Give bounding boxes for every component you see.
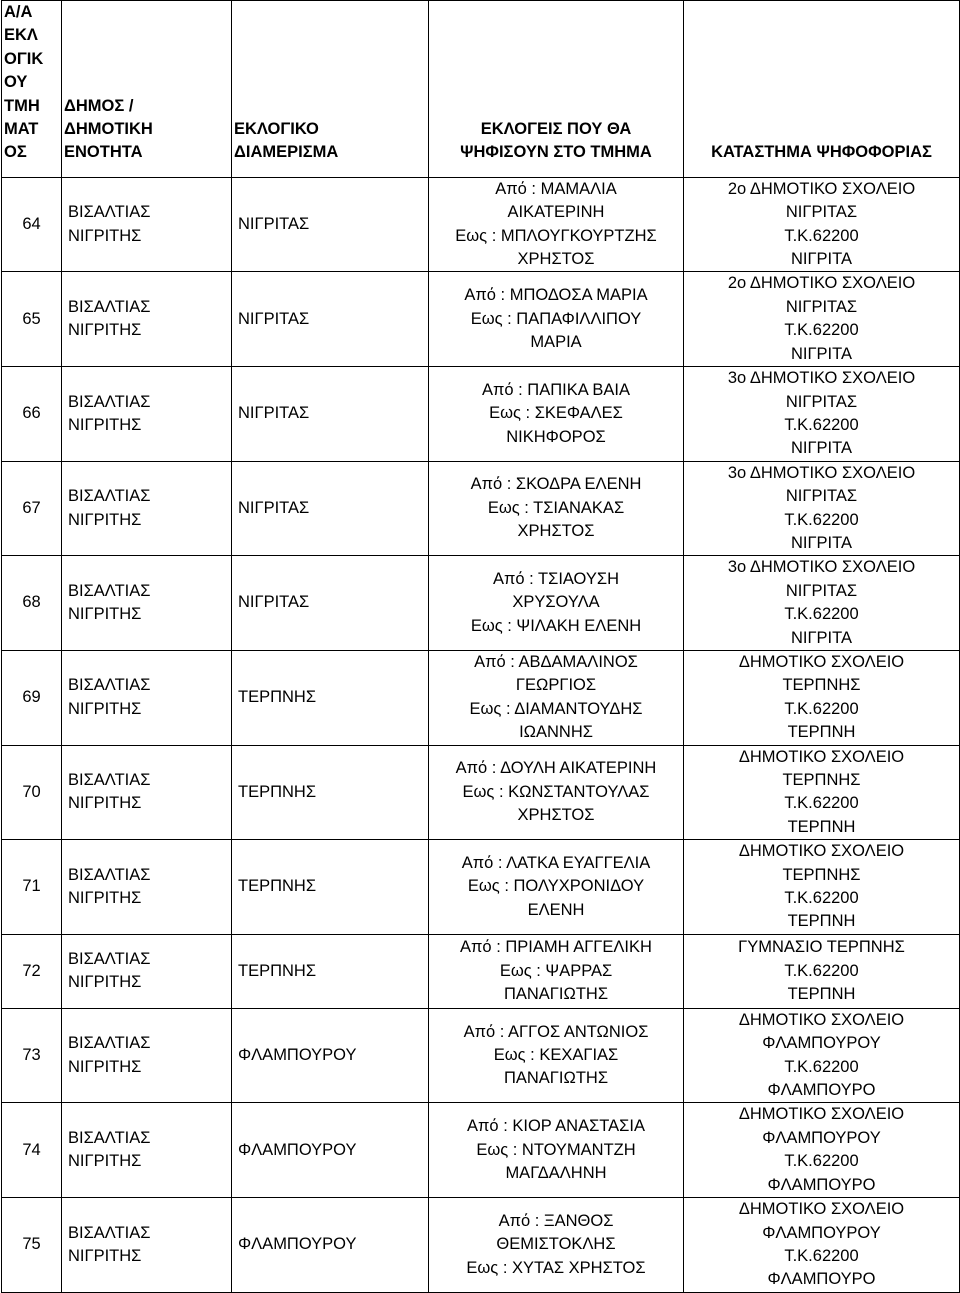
section-number-cell: 64 [2, 177, 62, 272]
section-number-cell: 73 [2, 1008, 62, 1103]
section-number-cell: 75 [2, 1198, 62, 1293]
electoral-department-cell: ΦΛΑΜΠΟΥΡΟΥ [232, 1198, 429, 1293]
voter-range-cell: Από : ΤΣΙΑΟΥΣΗ ΧΡΥΣΟΥΛΑ Εως : ΨΙΛΑΚΗ ΕΛΕΝΗ [429, 556, 684, 651]
polling-station-cell: ΔΗΜΟΤΙΚΟ ΣΧΟΛΕΙΟ ΤΕΡΠΝΗΣ Τ.Κ.62200 ΤΕΡΠΝΗ [684, 745, 960, 840]
electoral-department-cell: ΤΕΡΠΝΗΣ [232, 745, 429, 840]
section-number-cell: 67 [2, 461, 62, 556]
section-number-cell: 72 [2, 934, 62, 1008]
electoral-department-cell: ΤΕΡΠΝΗΣ [232, 934, 429, 1008]
header-electoral-department: ΕΚΛΟΓΙΚΟ ΔΙΑΜΕΡΙΣΜΑ [232, 1, 429, 178]
municipality-cell: ΒΙΣΑΛΤΙΑΣ ΝΙΓΡΙΤΗΣ [62, 1103, 232, 1198]
electoral-department-cell: ΝΙΓΡΙΤΑΣ [232, 272, 429, 367]
table-row [2, 1198, 960, 1293]
section-number-cell: 66 [2, 367, 62, 462]
voter-range-cell: Από : ΜΑΜΑΛΙΑ ΑΙΚΑΤΕΡΙΝΗ Εως : ΜΠΛΟΥΓΚΟΥΡΤΖΗΣ ΧΡΗΣΤΟΣ [429, 177, 684, 272]
polling-station-cell: 3ο ΔΗΜΟΤΙΚΟ ΣΧΟΛΕΙΟ ΝΙΓΡΙΤΑΣ Τ.Κ.62200 ΝΙΓΡΙΤΑ [684, 461, 960, 556]
electoral-department-cell: ΤΕΡΠΝΗΣ [232, 650, 429, 745]
electoral-department-cell: ΦΛΑΜΠΟΥΡΟΥ [232, 1008, 429, 1103]
table-row [2, 556, 960, 651]
electoral-department-cell: ΝΙΓΡΙΤΑΣ [232, 461, 429, 556]
polling-stations-table [1, 0, 960, 1293]
section-number-cell: 68 [2, 556, 62, 651]
polling-station-cell: ΔΗΜΟΤΙΚΟ ΣΧΟΛΕΙΟ ΤΕΡΠΝΗΣ Τ.Κ.62200 ΤΕΡΠΝΗ [684, 650, 960, 745]
polling-station-cell: ΔΗΜΟΤΙΚΟ ΣΧΟΛΕΙΟ ΤΕΡΠΝΗΣ Τ.Κ.62200 ΤΕΡΠΝΗ [684, 840, 960, 935]
municipality-cell: ΒΙΣΑΛΤΙΑΣ ΝΙΓΡΙΤΗΣ [62, 1008, 232, 1103]
table-row [2, 1008, 960, 1103]
table-row [2, 840, 960, 935]
electoral-department-cell: ΝΙΓΡΙΤΑΣ [232, 556, 429, 651]
voter-range-cell: Από : ΑΓΓΟΣ ΑΝΤΩΝΙΟΣ Εως : ΚΕΧΑΓΙΑΣ ΠΑΝΑΓΙΩΤΗΣ [429, 1008, 684, 1103]
municipality-cell: ΒΙΣΑΛΤΙΑΣ ΝΙΓΡΙΤΗΣ [62, 745, 232, 840]
voter-range-cell: Από : ΠΡΙΑΜΗ ΑΓΓΕΛΙΚΗ Εως : ΨΑΡΡΑΣ ΠΑΝΑΓΙΩΤΗΣ [429, 934, 684, 1008]
electoral-department-cell: ΦΛΑΜΠΟΥΡΟΥ [232, 1103, 429, 1198]
electoral-department-cell: ΤΕΡΠΝΗΣ [232, 840, 429, 935]
polling-station-cell: 3ο ΔΗΜΟΤΙΚΟ ΣΧΟΛΕΙΟ ΝΙΓΡΙΤΑΣ Τ.Κ.62200 ΝΙΓΡΙΤΑ [684, 367, 960, 462]
section-number-cell: 74 [2, 1103, 62, 1198]
voter-range-cell: Από : ΣΚΟΔΡΑ ΕΛΕΝΗ Εως : ΤΣΙΑΝΑΚΑΣ ΧΡΗΣΤΟΣ [429, 461, 684, 556]
municipality-cell: ΒΙΣΑΛΤΙΑΣ ΝΙΓΡΙΤΗΣ [62, 367, 232, 462]
table-row [2, 745, 960, 840]
polling-station-cell: ΔΗΜΟΤΙΚΟ ΣΧΟΛΕΙΟ ΦΛΑΜΠΟΥΡΟΥ Τ.Κ.62200 ΦΛΑΜΠΟΥΡΟ [684, 1198, 960, 1293]
table-row [2, 461, 960, 556]
polling-station-cell: ΓΥΜΝΑΣΙΟ ΤΕΡΠΝΗΣ Τ.Κ.62200 ΤΕΡΠΝΗ [684, 934, 960, 1008]
voter-range-cell: Από : ΚΙΟΡ ΑΝΑΣΤΑΣΙΑ Εως : ΝΤΟΥΜΑΝΤΖΗ ΜΑΓΔΑΛΗΝΗ [429, 1103, 684, 1198]
table-row [2, 177, 960, 272]
municipality-cell: ΒΙΣΑΛΤΙΑΣ ΝΙΓΡΙΤΗΣ [62, 272, 232, 367]
section-number-cell: 70 [2, 745, 62, 840]
table-row [2, 934, 960, 1008]
voter-range-cell: Από : ΑΒΔΑΜΑΛΙΝΟΣ ΓΕΩΡΓΙΟΣ Εως : ΔΙΑΜΑΝΤΟΥΔΗΣ ΙΩΑΝΝΗΣ [429, 650, 684, 745]
voter-range-cell: Από : ΜΠΟΔΟΣΑ ΜΑΡΙΑ Εως : ΠΑΠΑΦΙΛΛΙΠΟΥ ΜΑΡΙΑ [429, 272, 684, 367]
section-number-cell: 71 [2, 840, 62, 935]
table-body [2, 177, 960, 1292]
voter-range-cell: Από : ΠΑΠΙΚΑ ΒΑΙΑ Εως : ΣΚΕΦΑΛΕΣ ΝΙΚΗΦΟΡΟΣ [429, 367, 684, 462]
section-number-cell: 69 [2, 650, 62, 745]
polling-station-cell: ΔΗΜΟΤΙΚΟ ΣΧΟΛΕΙΟ ΦΛΑΜΠΟΥΡΟΥ Τ.Κ.62200 ΦΛΑΜΠΟΥΡΟ [684, 1008, 960, 1103]
header-municipality: ΔΗΜΟΣ / ΔΗΜΟΤΙΚΗ ΕΝΟΤΗΤΑ [62, 1, 232, 178]
voter-range-cell: Από : ΞΑΝΘΟΣ ΘΕΜΙΣΤΟΚΛΗΣ Εως : ΧΥΤΑΣ ΧΡΗΣΤΟΣ [429, 1198, 684, 1293]
table-row [2, 650, 960, 745]
header-section-number: Α/Α ΕΚΛ ΟΓΙΚ ΟΥ ΤΜΗ ΜΑΤ ΟΣ [2, 1, 62, 178]
municipality-cell: ΒΙΣΑΛΤΙΑΣ ΝΙΓΡΙΤΗΣ [62, 840, 232, 935]
polling-station-cell: 2ο ΔΗΜΟΤΙΚΟ ΣΧΟΛΕΙΟ ΝΙΓΡΙΤΑΣ Τ.Κ.62200 ΝΙΓΡΙΤΑ [684, 272, 960, 367]
electoral-department-cell: ΝΙΓΡΙΤΑΣ [232, 367, 429, 462]
municipality-cell: ΒΙΣΑΛΤΙΑΣ ΝΙΓΡΙΤΗΣ [62, 461, 232, 556]
table-row [2, 1103, 960, 1198]
polling-station-cell: ΔΗΜΟΤΙΚΟ ΣΧΟΛΕΙΟ ΦΛΑΜΠΟΥΡΟΥ Τ.Κ.62200 ΦΛΑΜΠΟΥΡΟ [684, 1103, 960, 1198]
municipality-cell: ΒΙΣΑΛΤΙΑΣ ΝΙΓΡΙΤΗΣ [62, 934, 232, 1008]
voter-range-cell: Από : ΔΟΥΛΗ ΑΙΚΑΤΕΡΙΝΗ Εως : ΚΩΝΣΤΑΝΤΟΥΛΑΣ ΧΡΗΣΤΟΣ [429, 745, 684, 840]
polling-station-cell: 2ο ΔΗΜΟΤΙΚΟ ΣΧΟΛΕΙΟ ΝΙΓΡΙΤΑΣ Τ.Κ.62200 ΝΙΓΡΙΤΑ [684, 177, 960, 272]
table-row [2, 272, 960, 367]
polling-station-cell: 3ο ΔΗΜΟΤΙΚΟ ΣΧΟΛΕΙΟ ΝΙΓΡΙΤΑΣ Τ.Κ.62200 ΝΙΓΡΙΤΑ [684, 556, 960, 651]
municipality-cell: ΒΙΣΑΛΤΙΑΣ ΝΙΓΡΙΤΗΣ [62, 177, 232, 272]
voter-range-cell: Από : ΛΑΤΚΑ ΕΥΑΓΓΕΛΙΑ Εως : ΠΟΛΥΧΡΟΝΙΔΟΥ ΕΛΕΝΗ [429, 840, 684, 935]
section-number-cell: 65 [2, 272, 62, 367]
header-voter-range: ΕΚΛΟΓΕΙΣ ΠΟΥ ΘΑ ΨΗΦΙΣΟΥΝ ΣΤΟ ΤΜΗΜΑ [429, 1, 684, 178]
municipality-cell: ΒΙΣΑΛΤΙΑΣ ΝΙΓΡΙΤΗΣ [62, 650, 232, 745]
electoral-department-cell: ΝΙΓΡΙΤΑΣ [232, 177, 429, 272]
municipality-cell: ΒΙΣΑΛΤΙΑΣ ΝΙΓΡΙΤΗΣ [62, 1198, 232, 1293]
municipality-cell: ΒΙΣΑΛΤΙΑΣ ΝΙΓΡΙΤΗΣ [62, 556, 232, 651]
header-polling-station: ΚΑΤΑΣΤΗΜΑ ΨΗΦΟΦΟΡΙΑΣ [684, 1, 960, 178]
table-header-row [2, 1, 960, 178]
table-row [2, 367, 960, 462]
